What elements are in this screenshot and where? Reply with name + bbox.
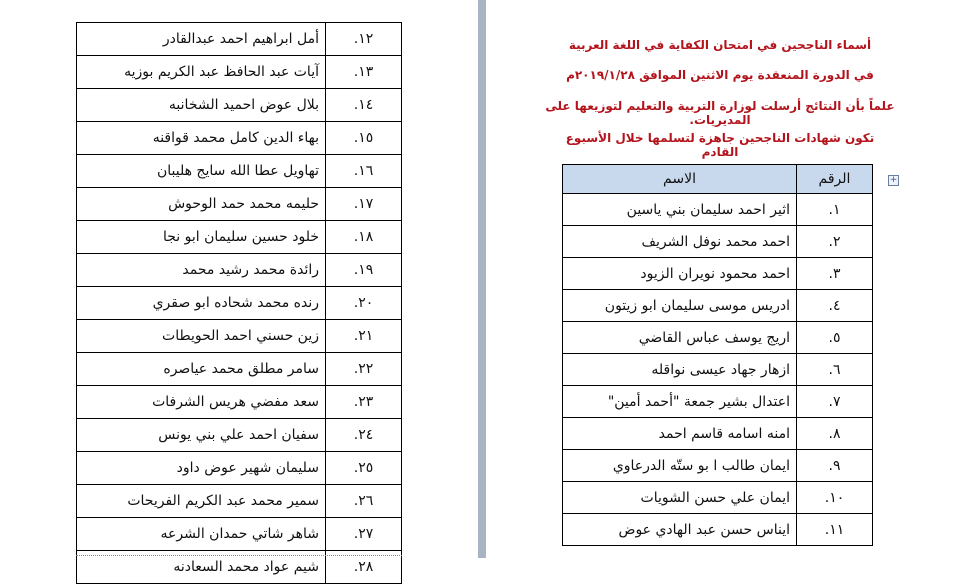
row-name: اثير احمد سليمان بني ياسين — [563, 194, 797, 226]
row-number: ٩. — [797, 450, 873, 482]
table-row — [77, 254, 402, 287]
table-header-row — [563, 165, 873, 194]
table-row — [77, 89, 402, 122]
row-name: رائدة محمد رشيد محمد — [77, 254, 326, 287]
row-name: بهاء الدين كامل محمد قواقنه — [77, 122, 326, 155]
row-name: سعد مفضي هريس الشرفات — [77, 386, 326, 419]
table-row — [563, 290, 873, 322]
row-number: ٢. — [797, 226, 873, 258]
row-name: احمد محمد نوفل الشريف — [563, 226, 797, 258]
row-number: ٢٧. — [326, 518, 402, 551]
table-row — [563, 450, 873, 482]
row-name: بلال عوض احميد الشخانبه — [77, 89, 326, 122]
row-name: ازهار جهاد عيسى نواقله — [563, 354, 797, 386]
row-name: رنده محمد شحاده ابو صقري — [77, 287, 326, 320]
document-page-left — [0, 0, 478, 575]
row-name: خلود حسين سليمان ابو نجا — [77, 221, 326, 254]
left-table-body — [77, 23, 402, 584]
document-page-right — [486, 0, 960, 558]
table-row — [77, 353, 402, 386]
table-row — [77, 419, 402, 452]
row-name: أمل ابراهيم احمد عبدالقادر — [77, 23, 326, 56]
row-name: احمد محمود نويران الزيود — [563, 258, 797, 290]
results-table — [562, 164, 873, 546]
table-row — [77, 386, 402, 419]
heading-certificates-note: تكون شهادات الناجحين جاهزة لتسلمها خلال الأسبوع القادم — [565, 131, 875, 159]
row-number: ١٦. — [326, 155, 402, 188]
row-name: اعتدال بشير جمعة "أحمد أمين" — [563, 386, 797, 418]
table-row — [77, 122, 402, 155]
row-number: ٦. — [797, 354, 873, 386]
row-number: ١١. — [797, 514, 873, 546]
heading-results-note: علماً بأن النتائج أرسلت لوزارة التربية والتعليم لتوزيعها على المديريات. — [545, 99, 895, 127]
page-bottom-rule — [76, 555, 402, 557]
table-row — [563, 194, 873, 226]
table-row — [563, 322, 873, 354]
table-row — [77, 485, 402, 518]
row-name: ايمان علي حسن الشويات — [563, 482, 797, 514]
row-name: ايناس حسن عبد الهادي عوض — [563, 514, 797, 546]
row-name: حليمه محمد حمد الوحوش — [77, 188, 326, 221]
table-row — [77, 155, 402, 188]
row-number: ١٩. — [326, 254, 402, 287]
row-number: ٢٥. — [326, 452, 402, 485]
row-number: ١٣. — [326, 56, 402, 89]
table-row — [563, 482, 873, 514]
header-number: الرقم — [797, 165, 873, 194]
row-number: ١٨. — [326, 221, 402, 254]
row-number: ٢٤. — [326, 419, 402, 452]
heading-session-date: في الدورة المنعقدة يوم الاثنين الموافق ٢٠١٩/١/٢٨م — [566, 68, 874, 82]
row-name: تهاويل عطا الله سايج هليبان — [77, 155, 326, 188]
row-name: سامر مطلق محمد عياصره — [77, 353, 326, 386]
row-number: ٨. — [797, 418, 873, 450]
row-number: ١٥. — [326, 122, 402, 155]
row-name: سمير محمد عبد الكريم الفريحات — [77, 485, 326, 518]
row-number: ١. — [797, 194, 873, 226]
row-name: شاهر شاتي حمدان الشرعه — [77, 518, 326, 551]
row-name: اريج يوسف عباس القاضي — [563, 322, 797, 354]
row-number: ١٤. — [326, 89, 402, 122]
table-row — [563, 418, 873, 450]
row-name: امنه اسامه قاسم احمد — [563, 418, 797, 450]
table-row — [77, 320, 402, 353]
page-gap — [478, 0, 486, 558]
results-table-continued — [76, 22, 402, 584]
right-table-body — [563, 194, 873, 546]
table-row — [563, 354, 873, 386]
row-name: شيم عواد محمد السعادنه — [77, 551, 326, 584]
table-row — [77, 518, 402, 551]
row-name: سفيان احمد علي بني يونس — [77, 419, 326, 452]
row-number: ١٧. — [326, 188, 402, 221]
table-row — [77, 221, 402, 254]
row-number: ٣. — [797, 258, 873, 290]
row-number: ٥. — [797, 322, 873, 354]
table-row — [77, 23, 402, 56]
table-row — [77, 452, 402, 485]
row-name: ايمان طالب ا بو ستّه الدرعاوي — [563, 450, 797, 482]
table-row — [563, 258, 873, 290]
table-row — [563, 226, 873, 258]
row-number: ٤. — [797, 290, 873, 322]
row-name: سليمان شهير عوض داود — [77, 452, 326, 485]
row-number: ٢٨. — [326, 551, 402, 584]
row-number: ٢٦. — [326, 485, 402, 518]
row-number: ٢٠. — [326, 287, 402, 320]
row-name: ادريس موسى سليمان ابو زيتون — [563, 290, 797, 322]
row-number: ١٠. — [797, 482, 873, 514]
row-number: ١٢. — [326, 23, 402, 56]
row-number: ٢٣. — [326, 386, 402, 419]
table-row — [563, 514, 873, 546]
table-row — [563, 386, 873, 418]
row-number: ٢٢. — [326, 353, 402, 386]
table-row — [77, 56, 402, 89]
row-name: آيات عبد الحافظ عبد الكريم بوزيه — [77, 56, 326, 89]
row-name: زين حسني احمد الحويطات — [77, 320, 326, 353]
table-row — [77, 287, 402, 320]
heading-title: أسماء الناجحين في امتحان الكفاية في اللغة العربية — [568, 38, 872, 52]
table-move-handle-icon[interactable]: + — [889, 175, 898, 185]
row-number: ٧. — [797, 386, 873, 418]
table-row — [77, 188, 402, 221]
row-number: ٢١. — [326, 320, 402, 353]
header-name: الاسم — [563, 165, 797, 194]
